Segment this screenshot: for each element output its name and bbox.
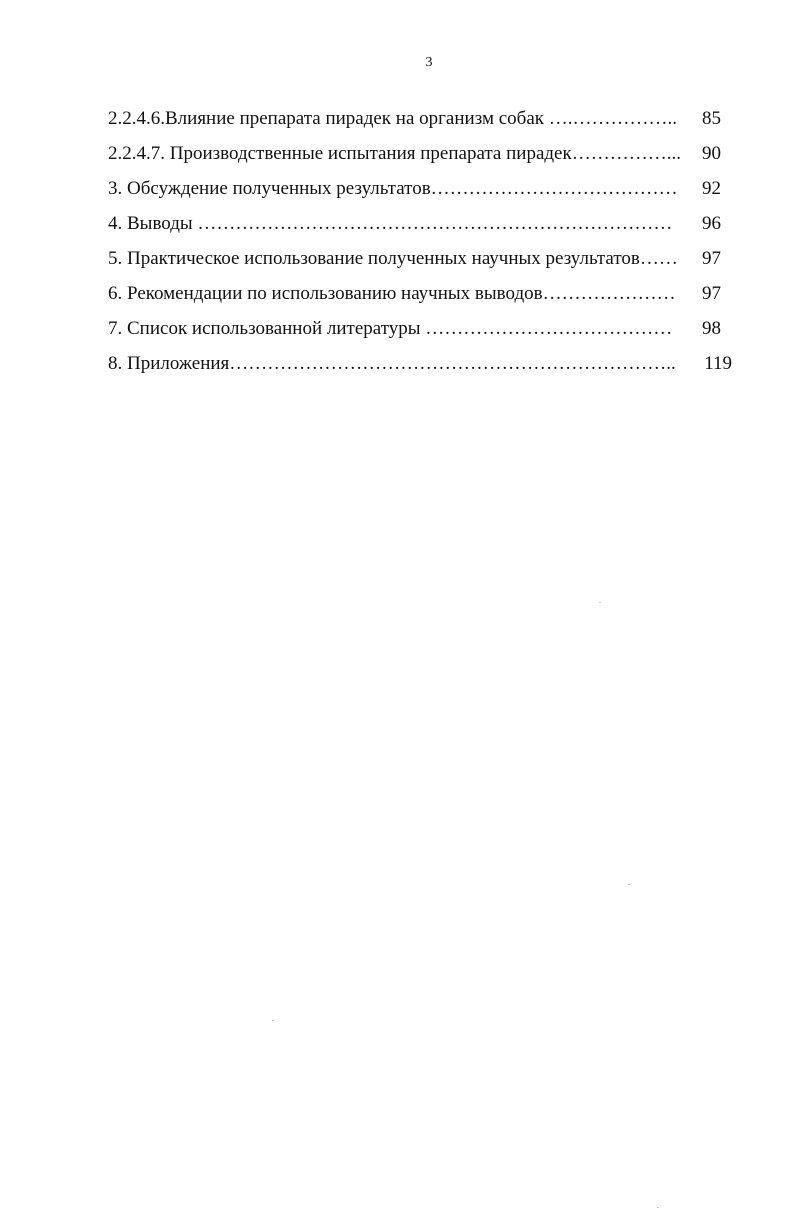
page-number: 3	[425, 55, 433, 70]
toc-entry-title: 4. Выводы …………………………………………………………………	[108, 213, 673, 234]
scan-speck	[599, 602, 601, 603]
toc-entry-title: 2.2.4.7. Производственные испытания препарата пирадек……………...	[108, 143, 681, 164]
toc-entry	[108, 246, 732, 281]
toc-entry-title: 7. Список использованной литературы …………………………………	[108, 318, 673, 339]
toc-entry	[108, 141, 732, 176]
toc-entry-page: 119	[704, 353, 732, 374]
scan-speck	[657, 1207, 659, 1208]
toc-entry-page: 90	[702, 143, 721, 164]
toc-entry	[108, 281, 732, 316]
toc-entry	[108, 316, 732, 351]
toc-entry-page: 92	[702, 178, 721, 199]
toc-entry-title: 3. Обсуждение полученных результатов…………………………………	[108, 178, 678, 199]
scan-speck	[272, 1020, 274, 1021]
toc-entry-title: 2.2.4.6.Влияние препарата пирадек на организм собак ….……………..	[108, 108, 677, 129]
toc-entry-page: 96	[702, 213, 721, 234]
toc-entry	[108, 351, 732, 386]
scan-speck	[628, 884, 630, 885]
toc-entry-page: 97	[702, 283, 721, 304]
toc-entry-title: 8. Приложения……………………………………………………………..	[108, 353, 676, 374]
toc-entry-page: 98	[702, 318, 721, 339]
toc-entry-page: 85	[702, 108, 721, 129]
toc-entry	[108, 176, 732, 211]
toc-entry	[108, 211, 732, 246]
toc-entry	[108, 106, 732, 141]
toc-entry-title: 5. Практическое использование полученных научных результатов……	[108, 248, 678, 269]
toc-entry-title: 6. Рекомендации по использованию научных выводов…………………	[108, 283, 676, 304]
toc-entry-page: 97	[702, 248, 721, 269]
table-of-contents	[108, 106, 732, 386]
